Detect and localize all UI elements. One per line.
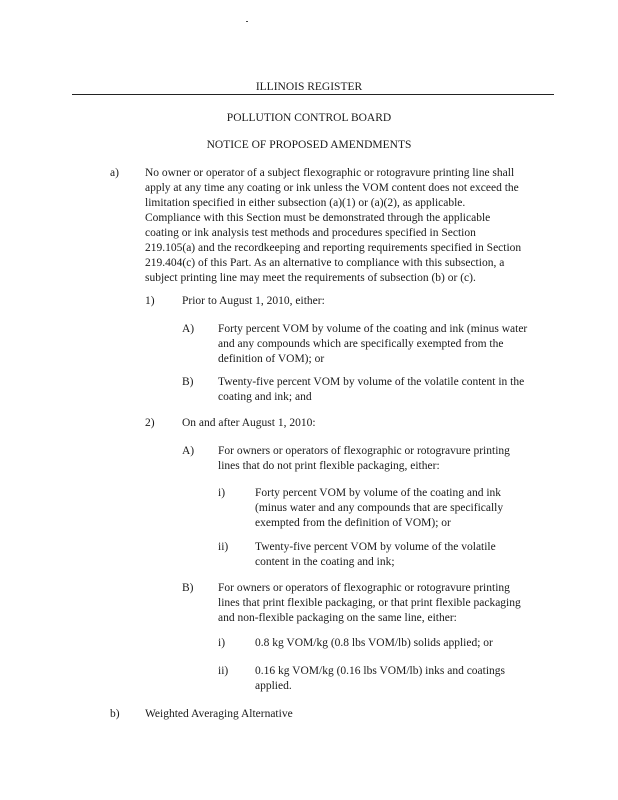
section-a-label: a) bbox=[110, 167, 119, 179]
section-a-line: limitation specified in either subsection (a)(1) or (a)(2), as applicable. bbox=[145, 197, 466, 209]
subsection-1B-line: coating and ink; and bbox=[218, 391, 312, 403]
subsection-2Aii-line: content in the coating and ink; bbox=[255, 556, 395, 568]
subsection-2B-line: lines that print flexible packaging, or that print flexible packaging bbox=[218, 597, 521, 609]
subsection-2Bii-line: applied. bbox=[255, 680, 292, 692]
section-a-line: 219.404(c) of this Part. As an alternative to compliance with this subsection, a bbox=[145, 257, 505, 269]
section-a-line: No owner or operator of a subject flexographic or rotogravure printing line shall bbox=[145, 167, 515, 179]
subsection-1A-label: A) bbox=[182, 323, 195, 335]
subsection-2Bi-text: 0.8 kg VOM/kg (0.8 lbs VOM/lb) solids applied; or bbox=[255, 637, 493, 649]
section-b-label: b) bbox=[110, 708, 120, 720]
subsection-2Ai-body bbox=[255, 486, 555, 531]
subsection-2B-label: B) bbox=[182, 582, 194, 594]
subsection-2B-line: and non-flexible packaging on the same line, either: bbox=[218, 612, 457, 624]
subsection-2A-line: For owners or operators of flexographic or rotogravure printing bbox=[218, 445, 510, 457]
subsection-2Bii-body bbox=[255, 664, 555, 694]
subsection-1A-line: and any compounds which are specifically exempted from the bbox=[218, 338, 504, 350]
register-title bbox=[0, 80, 618, 95]
subsection-2Ai-line: Forty percent VOM by volume of the coating and ink bbox=[255, 487, 502, 499]
subsection-2A-line: lines that do not print flexible packaging, either: bbox=[218, 460, 440, 472]
notice-title: NOTICE OF PROPOSED AMENDMENTS bbox=[206, 139, 412, 151]
subsection-1-text: Prior to August 1, 2010, either: bbox=[182, 295, 325, 307]
subsection-2-text: On and after August 1, 2010: bbox=[182, 417, 316, 429]
subsection-2Aii-label: ii) bbox=[218, 541, 229, 553]
section-a-line: coating or ink analysis test methods and procedures specified in Section bbox=[145, 227, 476, 239]
subsection-1A-line: definition of VOM); or bbox=[218, 353, 325, 365]
section-b-title: Weighted Averaging Alternative bbox=[145, 708, 293, 720]
subsection-1B-label: B) bbox=[182, 376, 194, 388]
subsection-2-label: 2) bbox=[145, 417, 155, 429]
subsection-2A-label: A) bbox=[182, 445, 195, 457]
subsection-2Aii-line: Twenty-five percent VOM by volume of the volatile bbox=[255, 541, 496, 553]
subsection-2Bi-label: i) bbox=[218, 637, 226, 649]
subsection-1A-line: Forty percent VOM by volume of the coating and ink (minus water bbox=[218, 323, 528, 335]
subsection-2Bii-line: 0.16 kg VOM/kg (0.16 lbs VOM/lb) inks and coatings bbox=[255, 665, 506, 677]
subsection-2B-body bbox=[218, 581, 563, 626]
subsection-2Bii-label: ii) bbox=[218, 665, 229, 677]
section-a-line: Compliance with this Section must be demonstrated through the applicable bbox=[145, 212, 491, 224]
subsection-1B-body bbox=[218, 375, 558, 405]
subsection-1B-line: Twenty-five percent VOM by volume of the volatile content in the bbox=[218, 376, 525, 388]
register-title-text: ILLINOIS REGISTER bbox=[252, 81, 366, 93]
section-a-line: 219.105(a) and the recordkeeping and reporting requirements specified in Section bbox=[145, 242, 522, 254]
subsection-2Ai-line: (minus water and any compounds that are specifically bbox=[255, 502, 504, 514]
subsection-2Aii-body bbox=[255, 540, 555, 570]
section-a-line: subject printing line may meet the requirements of subsection (b) or (c). bbox=[145, 272, 476, 284]
subsection-2Ai-line: exempted from the definition of VOM); or bbox=[255, 517, 451, 529]
section-a-body bbox=[145, 166, 555, 286]
section-a-line: apply at any time any coating or ink unless the VOM content does not exceed the bbox=[145, 182, 519, 194]
subsection-2Ai-label: i) bbox=[218, 487, 226, 499]
scan-speck bbox=[246, 21, 248, 22]
subsection-2B-line: For owners or operators of flexographic or rotogravure printing bbox=[218, 582, 510, 594]
board-title: POLLUTION CONTROL BOARD bbox=[226, 112, 392, 124]
subsection-1A-body bbox=[218, 322, 558, 367]
subsection-2A-body bbox=[218, 444, 558, 474]
subsection-1-label: 1) bbox=[145, 295, 155, 307]
